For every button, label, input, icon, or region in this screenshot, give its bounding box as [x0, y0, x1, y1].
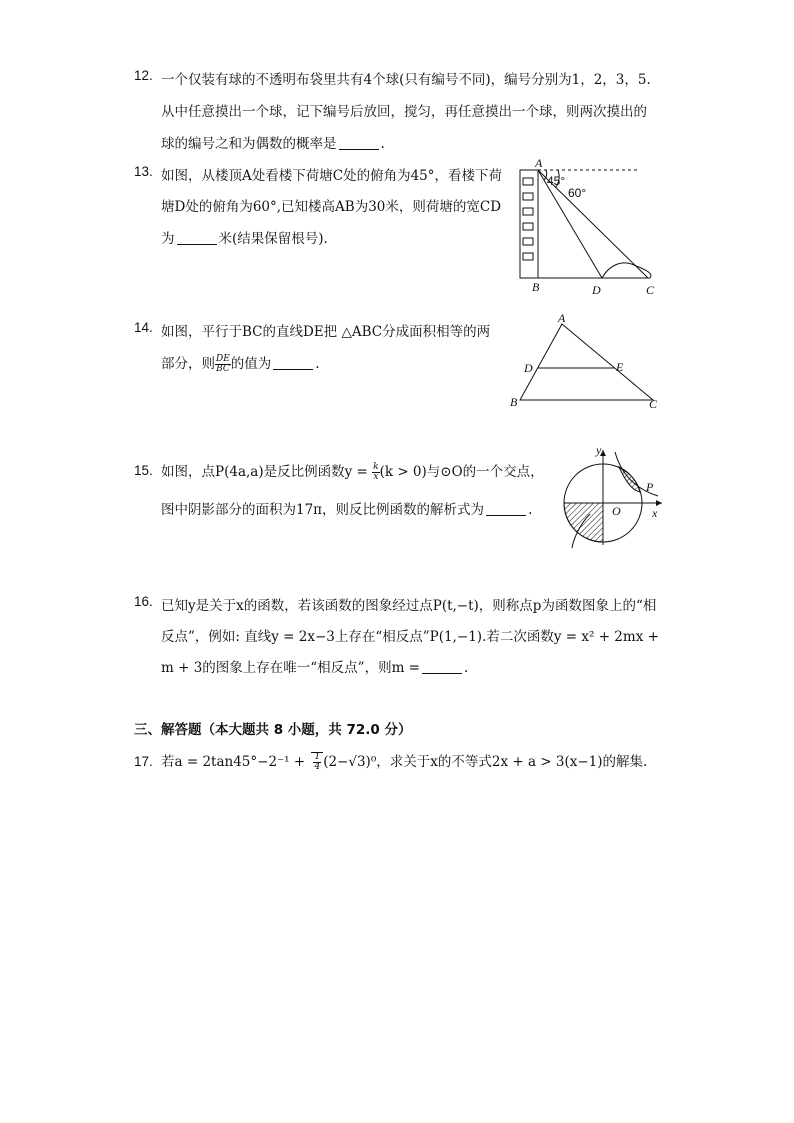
q13-answer-blank[interactable]	[177, 231, 217, 245]
q13-number: 13.	[134, 164, 153, 179]
q13-label-d: D	[592, 283, 601, 297]
q15-answer-blank[interactable]	[486, 502, 526, 516]
q12-line2: 从中任意摸出一个球，记下编号后放回，搅匀，再任意摸出一个球，则两次摸出的	[161, 104, 647, 120]
q14-figure	[505, 312, 665, 412]
q12-line1: 一个仅装有球的不透明布袋里共有4个球(只有编号不同)，编号分别为1，2，3，5.	[161, 72, 651, 88]
q16-tail: .	[464, 660, 469, 676]
q13-label-60: 60°	[568, 186, 587, 200]
q14-label-e: E	[616, 360, 624, 374]
q16-number: 16.	[134, 594, 153, 609]
q14-label-c: C	[649, 397, 658, 411]
q17-sqrt	[311, 752, 323, 772]
q15-fraction	[372, 463, 379, 482]
section-3-heading: 三、解答题（本大题共 8 小题，共 72.0 分）	[134, 722, 412, 738]
q12-line3-text: 球的编号之和为偶数的概率是	[161, 136, 337, 152]
q14-line2-post: 的值为	[230, 356, 272, 372]
q17-frac-top: 1	[314, 752, 321, 762]
q17-frac-bot: 4	[314, 762, 321, 772]
q15-line1	[161, 460, 544, 482]
q15-line2	[161, 498, 532, 518]
q14-line1: 如图，平行于BC的直线DE把 △ABC分成面积相等的两	[161, 324, 491, 340]
q15-line2-text: 图中阴影部分的面积为17π，则反比例函数的解析式为	[161, 502, 485, 518]
q13-label-b: B	[532, 280, 540, 294]
q16-line3-text: m + 3的图象上存在唯一“相反点”，则m =	[161, 660, 420, 676]
q13-line3-text: 为	[161, 231, 175, 247]
q14-number: 14.	[134, 320, 153, 335]
q17-number: 17.	[134, 754, 153, 769]
q12-answer-blank[interactable]	[339, 136, 379, 150]
q13-tail: 米(结果保留根号).	[218, 231, 328, 247]
q15-tail: .	[528, 502, 533, 518]
q12-tail: .	[380, 136, 385, 152]
q17-post: (2−√3)⁰，求关于x的不等式2x + a > 3(x−1)的解集.	[323, 754, 648, 770]
q16-line1: 已知y是关于x的函数，若该函数的图象经过点P(t,−t)，则称点p为函数图象上的“相	[161, 598, 657, 614]
q17-pre: 若a = 2tan45°−2⁻¹ +	[161, 754, 310, 770]
q14-frac-top: DE	[216, 354, 230, 364]
q14-answer-blank[interactable]	[273, 356, 313, 370]
q14-label-a: A	[558, 311, 566, 325]
q14-tail: .	[315, 356, 320, 372]
q16-line3	[161, 656, 468, 676]
q14-line2	[161, 352, 320, 374]
q15-line1-post: (k > 0)与⊙O的一个交点，	[379, 464, 544, 480]
q15-label-o: O	[612, 504, 621, 518]
q13-label-a: A	[535, 156, 543, 170]
q12-line3	[161, 132, 385, 152]
q13-line2: 塘D处的俯角为60°,已知楼高AB为30米，则荷塘的宽CD	[161, 199, 502, 215]
q15-frac-top: k	[373, 462, 379, 472]
q15-frac-bot: x	[373, 472, 379, 482]
q14-label-b: B	[510, 395, 518, 409]
q15-figure	[560, 440, 670, 550]
q13-label-45: 45°	[547, 174, 566, 188]
q13-label-c: C	[646, 283, 655, 297]
q14-label-d: D	[524, 361, 533, 375]
q15-label-p: P	[646, 480, 654, 494]
q15-line1-pre: 如图，点P(4a,a)是反比例函数y =	[161, 464, 373, 480]
q15-label-y: y	[596, 443, 602, 457]
q12-number: 12.	[134, 68, 153, 83]
q14-frac-bot: BC	[216, 364, 230, 374]
q16-answer-blank[interactable]	[422, 660, 462, 674]
q13-line1: 如图，从楼顶A处看楼下荷塘C处的俯角为45°，看楼下荷	[161, 168, 503, 184]
q15-number: 15.	[134, 463, 153, 478]
q17-line	[161, 750, 647, 772]
q16-line2: 反点”，例如: 直线y = 2x−3上存在“相反点”P(1,−1).若二次函数y = x² + 2mx +	[161, 629, 659, 645]
q15-label-x: x	[652, 506, 658, 520]
q13-figure	[510, 155, 670, 300]
q17-sqrt-fraction	[313, 753, 321, 772]
q14-line2-pre: 部分，则	[161, 356, 215, 372]
q14-fraction	[215, 355, 231, 374]
q13-line3	[161, 227, 328, 247]
